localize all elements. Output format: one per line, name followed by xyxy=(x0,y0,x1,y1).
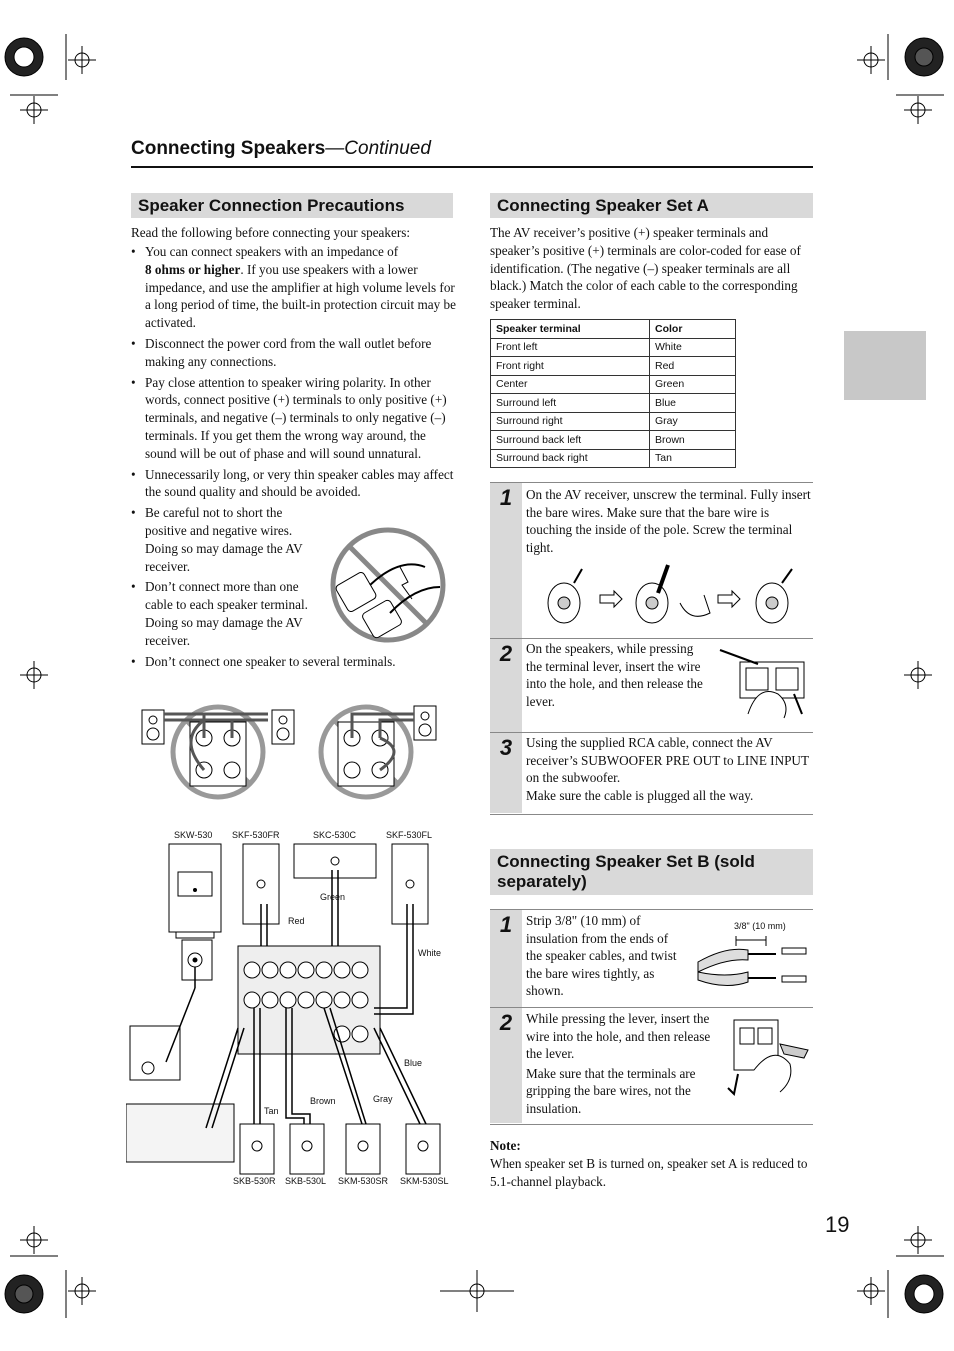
table-row xyxy=(491,338,736,357)
set-a-intro: The AV receiver’s positive (+) speaker terminals and speaker’s positive (+) terminals are color-coded for ease of identification. (The negative (–) speaker terminals are all black.) Match the color of each cable to the corresponding speaker terminal. xyxy=(490,225,801,312)
label-skf-fr: SKF-530FR xyxy=(232,830,280,840)
note-label: Note: xyxy=(490,1138,521,1153)
precaution-item: • Be careful not to short the positive and negative wires. Doing so may damage the AV receiver. xyxy=(131,504,317,575)
label-gray: Gray xyxy=(373,1094,393,1104)
precaution-item: • Don’t connect more than one cable to each speaker terminal. Doing so may damage the AV receiver. xyxy=(131,578,317,649)
table-header-row xyxy=(491,320,736,339)
table-cell: White xyxy=(650,338,736,357)
table-cell: Front right xyxy=(491,357,650,376)
precaution-item: • Pay close attention to speaker wiring polarity. In other words, connect positive (+) terminals to only positive (+) terminals, and negative (–) terminals to only negative (–) terminals. If you get them the wrong way around, the sound will be out of phase and will sound unnatural. xyxy=(131,374,456,463)
step-text-main: Using the supplied RCA cable, connect the AV receiver’s SUBWOOFER PRE OUT to LINE INPUT on the subwoofer. xyxy=(526,735,809,785)
table-cell: Red xyxy=(650,357,736,376)
table-row xyxy=(491,394,736,413)
section-tab xyxy=(844,331,926,400)
step-text xyxy=(526,1010,716,1117)
precaution-item: • Disconnect the power cord from the wall outlet before making any connections. xyxy=(131,335,456,371)
precaution-item: • Unnecessarily long, or very thin speaker cables may affect the sound quality and should be avoided. xyxy=(131,466,456,502)
label-red: Red xyxy=(288,916,305,926)
set-a-heading: Connecting Speaker Set A xyxy=(490,193,813,218)
step-number: 1 xyxy=(490,483,522,638)
label-skm-sl: SKM-530SL xyxy=(400,1176,449,1186)
precaution-item: • You can connect speakers with an impedance of 8 ohms or higher. If you use speakers with a lower impedance, and use the amplifier at high volume levels for a long period of time, the built-in protection circuit may be activated. xyxy=(131,243,456,332)
label-blue: Blue xyxy=(404,1058,423,1068)
step-text: On the speakers, while pressing the terminal lever, insert the wire into the hole, and then release the lever. xyxy=(526,641,703,709)
set-b-heading: Connecting Speaker Set B (sold separately) xyxy=(490,849,813,895)
precautions-intro: Read the following before connecting your speakers: xyxy=(131,225,411,240)
table-cell: Gray xyxy=(650,412,736,431)
precaution-item: • Don’t connect one speaker to several terminals. xyxy=(131,653,456,671)
page-title: Connecting Speakers—Continued xyxy=(131,138,431,159)
table-cell: Surround right xyxy=(491,412,650,431)
table-cell: Green xyxy=(650,375,736,394)
table-row xyxy=(491,449,736,468)
step-divider xyxy=(490,638,813,639)
step-divider xyxy=(490,1007,813,1008)
step-number: 3 xyxy=(490,733,522,813)
label-skb-l: SKB-530L xyxy=(285,1176,327,1186)
label-skw: SKW-530 xyxy=(174,830,213,840)
table-header: Speaker terminal xyxy=(491,320,650,339)
table-cell: Center xyxy=(491,375,650,394)
table-cell: Surround back right xyxy=(491,449,650,468)
table-cell: Tan xyxy=(650,449,736,468)
table-row xyxy=(491,431,736,450)
terminal-screw-illustration xyxy=(540,563,810,631)
step-number: 2 xyxy=(490,639,522,732)
label-skc: SKC-530C xyxy=(313,830,357,840)
page-number: 19 xyxy=(825,1212,850,1237)
page-title-suffix: —Continued xyxy=(325,138,431,159)
label-skm-sr: SKM-530SR xyxy=(338,1176,389,1186)
wrong-connection-illustrations xyxy=(138,700,448,805)
label-brown: Brown xyxy=(310,1096,336,1106)
table-cell: Surround left xyxy=(491,394,650,413)
title-rule xyxy=(131,166,813,168)
note-text: When speaker set B is turned on, speaker set A is reduced to 5.1-channel playback. xyxy=(490,1155,808,1189)
table-row xyxy=(491,375,736,394)
strip-length-label: 3/8" (10 mm) xyxy=(734,921,786,931)
label-tan: Tan xyxy=(264,1106,279,1116)
wire-strip-illustration xyxy=(696,932,810,994)
label-skb-r: SKB-530R xyxy=(233,1176,276,1186)
speaker-b-lever-illustration xyxy=(724,1014,812,1098)
table-cell: Front left xyxy=(491,338,650,357)
table-row xyxy=(491,357,736,376)
step-number: 2 xyxy=(490,1008,522,1123)
step-text-note: Make sure that the terminals are gripping the bare wires, not the insulation. xyxy=(526,1065,696,1116)
table-row xyxy=(491,412,736,431)
no-short-circuit-illustration xyxy=(330,527,450,643)
table-cell: Brown xyxy=(650,431,736,450)
precautions-heading: Speaker Connection Precautions xyxy=(131,193,453,218)
step-text: Strip 3/8" (10 mm) of insulation from the ends of the speaker cables, and twist the bare wires tightly, as shown. xyxy=(526,913,677,998)
step-text xyxy=(526,734,813,804)
step-text-note: Make sure the cable is plugged all the way. xyxy=(526,787,754,803)
step-text: On the AV receiver, unscrew the terminal. Fully insert the bare wires. Make sure that the bare wire is touching the inside of the pole. Screw the terminal tight. xyxy=(526,487,811,555)
table-cell: Surround back left xyxy=(491,431,650,450)
note-block xyxy=(490,1137,813,1190)
speaker-wiring-diagram xyxy=(126,828,456,1190)
step-text-main: While pressing the lever, insert the wire into the hole, and then release the lever. xyxy=(526,1011,711,1061)
step-divider xyxy=(490,732,813,733)
label-skf-fl: SKF-530FL xyxy=(386,830,433,840)
color-code-table xyxy=(490,319,736,468)
table-header: Color xyxy=(650,320,736,339)
speaker-lever-illustration xyxy=(718,644,808,720)
table-cell: Blue xyxy=(650,394,736,413)
step-number: 1 xyxy=(490,910,522,1007)
label-white: White xyxy=(418,948,442,958)
label-green: Green xyxy=(320,892,346,902)
